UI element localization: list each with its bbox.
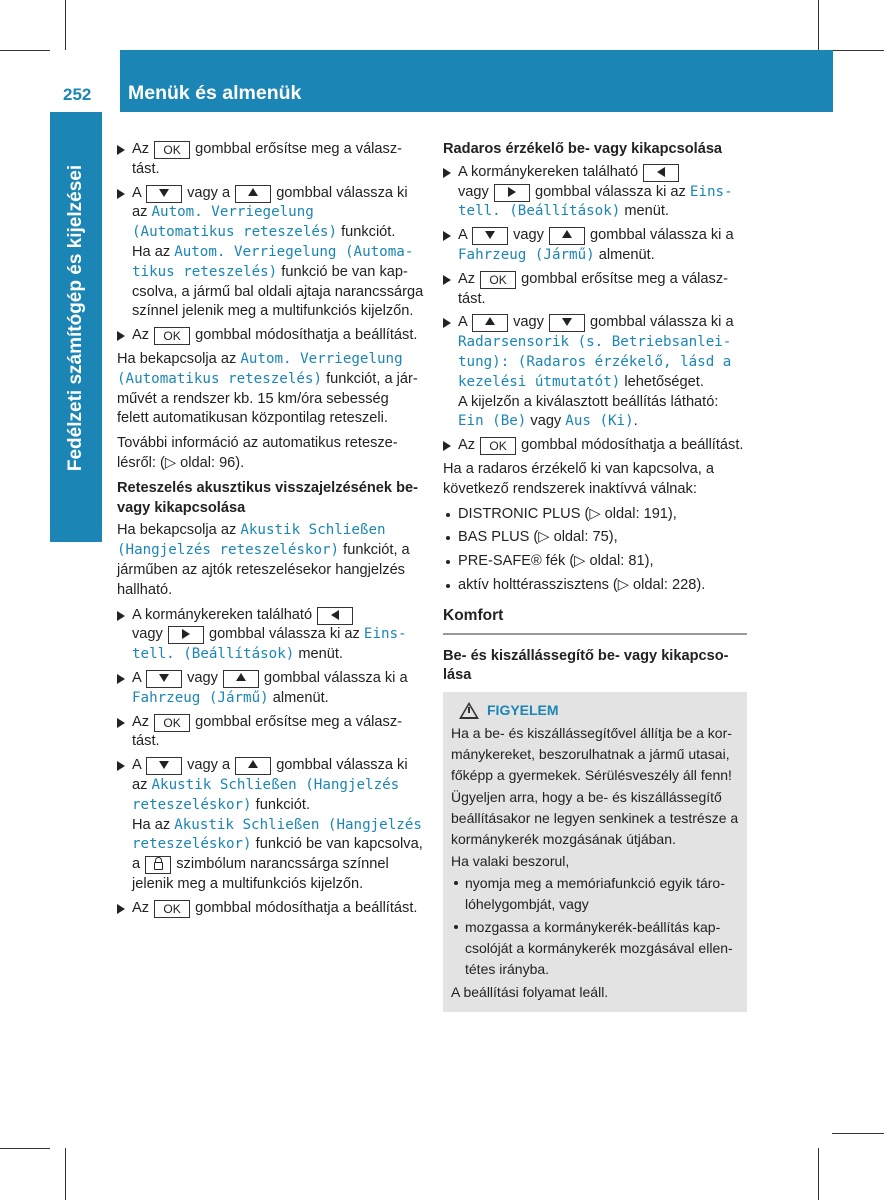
crop-mark bbox=[0, 1148, 50, 1149]
step-item: Az OK gombbal módosíthatja a beállítást. bbox=[117, 899, 424, 919]
down-key-icon bbox=[146, 670, 182, 688]
menu-option: Autom. Verriegelung (Automatikus reteszelés) bbox=[132, 204, 337, 241]
crop-mark bbox=[65, 0, 66, 50]
step-arrow-icon bbox=[117, 674, 125, 684]
step-item: Az OK gombbal erősítse meg a választást. bbox=[117, 713, 424, 753]
ok-key-icon: OK bbox=[480, 271, 516, 289]
up-key-icon bbox=[235, 757, 271, 775]
warning-header: FIGYELEM bbox=[451, 700, 739, 721]
down-key-icon bbox=[146, 757, 182, 775]
crop-mark bbox=[832, 1133, 884, 1134]
up-key-icon bbox=[223, 670, 259, 688]
step-arrow-icon bbox=[443, 168, 451, 178]
step-arrow-icon bbox=[443, 318, 451, 328]
step-item: Az OK gombbal erősítse meg a választást. bbox=[117, 140, 424, 180]
crop-mark bbox=[0, 50, 50, 51]
warning-text: Ügyeljen arra, hogy a be- és kiszállássegítő beállításakor ne legyen senkinek a testrésze a kormánykerék mozgásának útjában. bbox=[451, 789, 739, 848]
step-arrow-icon bbox=[443, 275, 451, 285]
warning-box bbox=[443, 692, 747, 1012]
step-arrow-icon bbox=[443, 441, 451, 451]
subheading: Radaros érzékelő be- vagy kikapcsolása bbox=[443, 141, 723, 157]
step-arrow-icon bbox=[117, 145, 125, 155]
crop-mark bbox=[818, 1148, 819, 1200]
step-arrow-icon bbox=[117, 761, 125, 771]
list-item: aktív holttérasszisztens (▷ oldal: 228). bbox=[443, 576, 747, 596]
left-key-icon bbox=[643, 164, 679, 182]
side-chapter-label: Fedélzeti számítógép és kijelzései bbox=[65, 164, 86, 472]
step-item: Az OK gombbal erősítse meg a választást. bbox=[443, 270, 747, 310]
step-item: A kormánykereken található vagy gombbal válassza ki az Einstell. (Beállítások) menüt. bbox=[443, 163, 747, 222]
up-key-icon bbox=[549, 227, 585, 245]
warning-text: A beállítási folyamat leáll. bbox=[451, 984, 609, 1001]
right-key-icon bbox=[168, 626, 204, 644]
section-heading: Komfort bbox=[443, 606, 747, 635]
paragraph: Ha bekapcsolja az Autom. Verriegelung (Automatikus reteszelés) funkciót, a járművét a rendszer kb. 15 km/óra sebesség felett automatikusan központilag reteszeli. bbox=[117, 350, 418, 427]
left-column bbox=[117, 140, 424, 922]
list-item: BAS PLUS (▷ oldal: 75), bbox=[443, 528, 747, 548]
step-item: Az OK gombbal módosíthatja a beállítást. bbox=[443, 436, 747, 456]
step-arrow-icon bbox=[117, 189, 125, 199]
page-number: 252 bbox=[63, 85, 92, 104]
crop-mark bbox=[65, 1148, 66, 1200]
paragraph: Ha bekapcsolja az Akustik Schließen (Hangjelzés reteszeléskor) funkciót, a járműben az ajtók reteszelésekor hangjelzés hallható. bbox=[117, 522, 410, 598]
step-arrow-icon bbox=[117, 331, 125, 341]
up-key-icon bbox=[235, 185, 271, 203]
menu-option: Autom. Verriegelung (Automatikus reteszelés) bbox=[132, 243, 414, 280]
step-item: A kormánykereken található vagy gombbal válassza ki az Einstell. (Beállítások) menüt. bbox=[117, 606, 424, 665]
subheading: Be- és kiszállássegítő be- vagy kikapcsolása bbox=[443, 647, 729, 684]
down-key-icon bbox=[472, 227, 508, 245]
step-item: Az OK gombbal módosíthatja a beállítást. bbox=[117, 326, 424, 346]
ok-key-icon: OK bbox=[154, 141, 190, 159]
step-arrow-icon bbox=[443, 231, 451, 241]
step-arrow-icon bbox=[117, 904, 125, 914]
warning-text: Ha valaki beszorul, bbox=[451, 853, 570, 870]
warning-text: Ha a be- és kiszállássegítővel állítja be a kormánykereket, beszorulhatnak a jármű utasai, főképp a gyermekek. Sérülésveszély áll fenn! bbox=[451, 725, 732, 784]
ok-key-icon: OK bbox=[154, 900, 190, 918]
list-item: PRE-SAFE® fék (▷ oldal: 81), bbox=[443, 552, 747, 572]
step-item: A vagy gombbal válassza ki a Radarsensorik (s. Betriebsanleitung): (Radaros érzékelő, lásd a kezelési útmutatót) lehetőséget. A kijelzőn a kiválasztott beállítás látható: Ein (Be) vagy Aus (Ki). bbox=[443, 313, 747, 432]
step-arrow-icon bbox=[117, 718, 125, 728]
right-key-icon bbox=[494, 184, 530, 202]
left-key-icon bbox=[317, 607, 353, 625]
warning-list-item: mozgassa a kormánykerék-beállítás kapcsolóját a kormánykerék mozgásával ellentétes irányba. bbox=[451, 917, 739, 980]
lock-icon bbox=[145, 856, 171, 874]
down-key-icon bbox=[146, 185, 182, 203]
paragraph: Ha a radaros érzékelő ki van kapcsolva, a következő rendszerek inaktívvá válnak: bbox=[443, 460, 714, 497]
crop-mark bbox=[818, 0, 819, 50]
header-separator bbox=[118, 50, 120, 112]
up-key-icon bbox=[472, 314, 508, 332]
step-item: A vagy gombbal válassza ki a Fahrzeug (Jármű) almenüt. bbox=[443, 226, 747, 266]
step-item: A vagy gombbal válassza ki a Fahrzeug (Jármű) almenüt. bbox=[117, 669, 424, 709]
right-column bbox=[443, 140, 747, 1012]
ok-key-icon: OK bbox=[480, 437, 516, 455]
warning-icon bbox=[459, 702, 479, 719]
step-arrow-icon bbox=[117, 611, 125, 621]
warning-list-item: nyomja meg a memóriafunkció egyik tárolóhelygombját, vagy bbox=[451, 873, 739, 915]
crop-mark bbox=[832, 50, 884, 51]
page-title: Menük és almenük bbox=[128, 82, 302, 104]
step-item: A vagy a gombbal válassza ki az Autom. Verriegelung (Automatikus reteszelés) funkciót. Ha az Autom. Verriegelung (Automatikus reteszelés) funkció be van kapcsolva, a jármű bal oldali ajtaja narancssárga színnel jelenik meg a multifunkciós kijelzőn. bbox=[117, 184, 424, 323]
ok-key-icon: OK bbox=[154, 327, 190, 345]
list-item: DISTRONIC PLUS (▷ oldal: 191), bbox=[443, 505, 747, 525]
subheading: Reteszelés akusztikus visszajelzésének be- vagy kikapcsolása bbox=[117, 479, 418, 516]
paragraph: További információ az automatikus reteszelésről: (▷ oldal: 96). bbox=[117, 435, 398, 471]
ok-key-icon: OK bbox=[154, 714, 190, 732]
down-key-icon bbox=[549, 314, 585, 332]
step-item: A vagy a gombbal válassza ki az Akustik Schließen (Hangjelzés reteszeléskor) funkciót. Ha az Akustik Schließen (Hangjelzés reteszeléskor) funkció be van kapcsolva, a szimbólum narancssárga színnel jelenik meg a multifunkciós kijelzőn. bbox=[117, 756, 424, 895]
